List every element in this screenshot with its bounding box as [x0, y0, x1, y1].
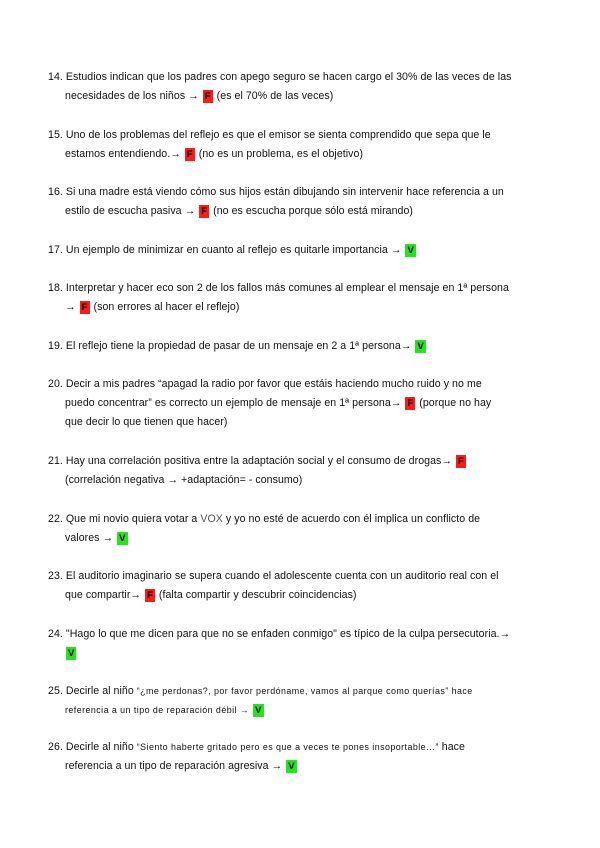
question-text-cont: que compartir→: [65, 589, 142, 601]
question-16: [48, 183, 548, 221]
question-text: Que mi novio quiera votar a: [65, 513, 198, 525]
question-number: 21.: [48, 455, 63, 467]
question-text-cont: estilo de escucha pasiva →: [65, 205, 196, 217]
quoted-phrase: “¿me perdonas?, por favor perdóname, vamos al parque como querías” hace: [136, 686, 473, 696]
arrow: →: [65, 301, 76, 313]
question-number: 26.: [48, 741, 63, 753]
question-number: 18.: [48, 282, 63, 294]
question-text-cont: necesidades de los niños →: [65, 90, 199, 102]
true-badge: V: [288, 761, 295, 772]
answer-explanation: (no es un problema, es el objetivo): [198, 148, 364, 160]
question-text-cont: valores →: [65, 532, 114, 544]
answer-explanation: (no es escucha porque sólo está mirando): [213, 205, 413, 217]
question-number: 15.: [48, 129, 63, 141]
false-badge: F: [81, 302, 88, 313]
true-badge: V: [255, 705, 262, 716]
question-text-cont: estamos entendiendo.→: [65, 148, 181, 160]
question-14: [48, 68, 548, 106]
false-badge: F: [204, 91, 211, 102]
question-number: 19.: [48, 340, 63, 352]
question-number: 20.: [48, 378, 63, 390]
false-badge: F: [186, 149, 193, 160]
answer-explanation: (son errores al hacer el reflejo): [93, 301, 240, 313]
answer-explanation-cont: que decir lo que tienen que hacer): [65, 416, 228, 428]
question-number: 16.: [48, 186, 63, 198]
question-22: [48, 510, 548, 548]
true-badge: V: [407, 245, 414, 256]
question-25: [48, 682, 548, 720]
answer-explanation: (correlación negativa → +adaptación= - consumo): [65, 474, 303, 486]
question-number: 23.: [48, 570, 63, 582]
question-text: Uno de los problemas del reflejo es que el emisor se sienta comprendido que sepa que le: [65, 129, 491, 141]
vox-word: VOX: [200, 513, 223, 525]
question-number: 25.: [48, 685, 63, 697]
false-badge: F: [147, 590, 153, 601]
question-number: 17.: [48, 244, 63, 256]
true-badge: V: [119, 533, 126, 544]
question-text-cont: referencia a un tipo de reparación agresiva →: [65, 760, 283, 772]
question-text-cont: hace: [441, 741, 465, 753]
question-text: Decirle al niño: [65, 741, 134, 753]
question-text-cont: referencia a un tipo de reparación débil →: [65, 705, 250, 715]
question-text: Un ejemplo de minimizar en cuanto al reflejo es quitarle importancia →: [65, 244, 402, 256]
question-26: [48, 738, 548, 776]
question-15: [48, 126, 548, 164]
question-text: Si una madre está viendo cómo sus hijos están dibujando sin intervenir hace referencia a un: [65, 186, 504, 198]
question-text: El auditorio imaginario se supera cuando el adolescente cuenta con un auditorio real con el: [65, 570, 499, 582]
answer-explanation: (falta compartir y descubrir coincidencias): [158, 589, 357, 601]
question-text-cont: y yo no esté de acuerdo con él implica un conflicto de: [225, 513, 481, 525]
false-badge: F: [407, 398, 414, 409]
question-24: [48, 625, 548, 663]
true-badge: V: [68, 648, 75, 659]
question-number: 22.: [48, 513, 63, 525]
question-text-cont: puedo concentrar” es correcto un ejemplo de mensaje en 1ª persona→: [65, 397, 402, 409]
question-18: [48, 279, 548, 317]
question-number: 24.: [48, 628, 63, 640]
false-badge: F: [201, 206, 208, 217]
question-text: Decirle al niño: [65, 685, 134, 697]
question-23: [48, 567, 548, 605]
question-17: [48, 241, 548, 260]
question-21: [48, 452, 548, 490]
answer-explanation: (es el 70% de las veces): [216, 90, 334, 102]
false-badge: F: [458, 456, 464, 467]
question-text: Estudios indican que los padres con apego seguro se hacen cargo el 30% de las veces de las: [65, 71, 512, 83]
question-text: "Hago lo que me dicen para que no se enfaden conmigo" es típico de la culpa persecutoria.→: [65, 628, 511, 640]
question-text: Interpretar y hacer eco son 2 de los fallos más comunes al emplear el mensaje en 1ª persona: [65, 282, 509, 294]
answer-explanation: (porque no hay: [419, 397, 492, 409]
quoted-phrase: “Siento haberte gritado pero es que a veces te pones insoportable…”: [136, 742, 439, 752]
question-19: [48, 337, 548, 356]
question-text: Hay una correlación positiva entre la adaptación social y el consumo de drogas→: [65, 455, 453, 467]
question-text: El reflejo tiene la propiedad de pasar de un mensaje en 2 a 1ª persona→: [65, 340, 412, 352]
question-20: [48, 375, 548, 432]
question-text: Decir a mis padres “apagad la radio por favor que estáis haciendo mucho ruido y no me: [65, 378, 482, 390]
true-badge: V: [417, 341, 424, 352]
question-number: 14.: [48, 71, 63, 83]
